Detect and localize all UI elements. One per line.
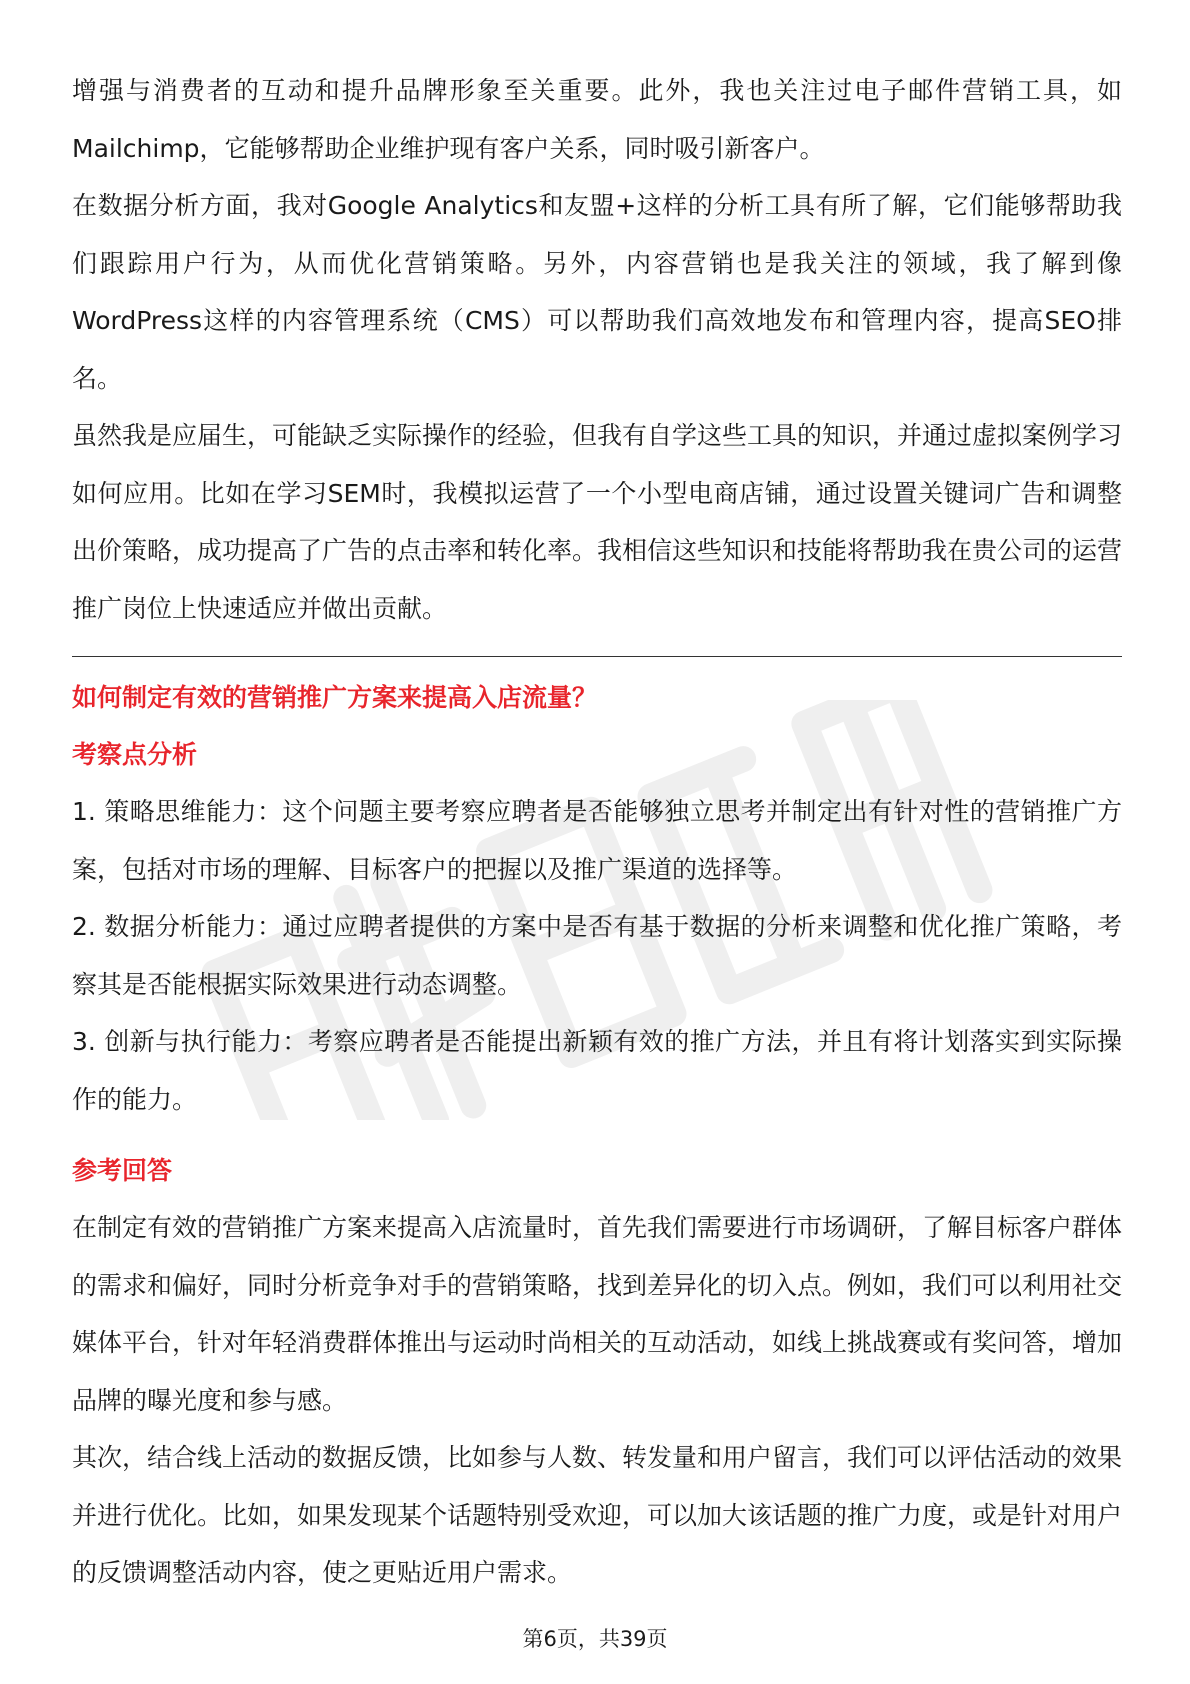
analysis-point-1: 1. 策略思维能力：这个问题主要考察应聘者是否能够独立思考并制定出有针对性的营销推广方案，包括对市场的理解、目标客户的把握以及推广渠道的选择等。 <box>72 797 1122 884</box>
intro-paragraph-2: 在数据分析方面，我对Google Analytics和友盟+这样的分析工具有所了解，它们能够帮助我们跟踪用户行为，从而优化营销策略。另外，内容营销也是我关注的领域，我了解到像WordPress这样的内容管理系统（CMS）可以帮助我们高效地发布和管理内容，提高SEO排名。 <box>72 191 1122 393</box>
intro-paragraph-1: 增强与消费者的互动和提升品牌形象至关重要。此外，我也关注过电子邮件营销工具，如Mailchimp，它能够帮助企业维护现有客户关系，同时吸引新客户。 <box>72 76 1122 163</box>
answer-heading: 参考回答 <box>72 1156 173 1185</box>
answer-paragraph-2: 其次，结合线上活动的数据反馈，比如参与人数、转发量和用户留言，我们可以评估活动的效果并进行优化。比如，如果发现某个话题特别受欢迎，可以加大该话题的推广力度，或是针对用户的反馈调整活动内容，使之更贴近用户需求。 <box>72 1443 1123 1587</box>
answer-paragraph-1: 在制定有效的营销推广方案来提高入店流量时，首先我们需要进行市场调研，了解目标客户群体的需求和偏好，同时分析竞争对手的营销策略，找到差异化的切入点。例如，我们可以利用社交媒体平台，针对年轻消费群体推出与运动时尚相关的互动活动，如线上挑战赛或有奖问答，增加品牌的曝光度和参与感。 <box>72 1213 1123 1415</box>
analysis-point-3: 3. 创新与执行能力：考察应聘者是否能提出新颖有效的推广方法，并且有将计划落实到实际操作的能力。 <box>72 1027 1122 1114</box>
analysis-heading: 考察点分析 <box>72 740 198 769</box>
intro-paragraph-3: 虽然我是应届生，可能缺乏实际操作的经验，但我有自学这些工具的知识，并通过虚拟案例学习如何应用。比如在学习SEM时，我模拟运营了一个小型电商店铺，通过设置关键词广告和调整出价策略，成功提高了广告的点击率和转化率。我相信这些知识和技能将帮助我在贵公司的运营推广岗位上快速适应并做出贡献。 <box>72 421 1123 623</box>
section-divider <box>72 656 1122 657</box>
question-title: 如何制定有效的营销推广方案来提高入店流量？ <box>72 683 598 712</box>
page-footer: 第6页，共39页 <box>522 1627 668 1651</box>
document-page <box>72 62 1122 1602</box>
analysis-point-2: 2. 数据分析能力：通过应聘者提供的方案中是否有基于数据的分析来调整和优化推广策略，考察其是否能根据实际效果进行动态调整。 <box>72 912 1122 999</box>
